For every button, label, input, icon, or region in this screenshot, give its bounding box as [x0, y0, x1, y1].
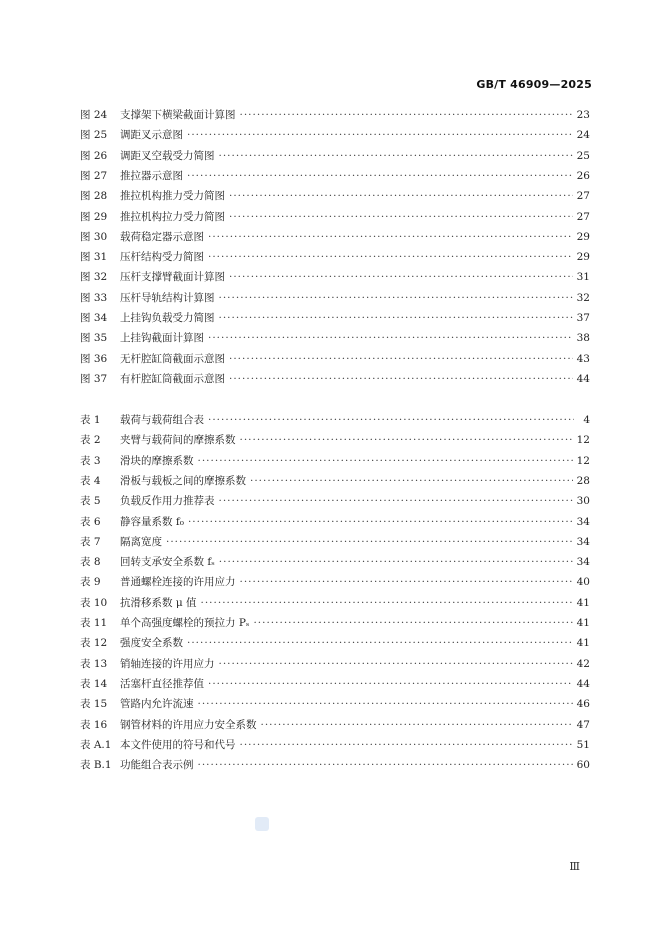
- figure-entry[interactable]: [80, 372, 590, 386]
- entry-label: 表 5: [80, 495, 101, 508]
- leader-dots: [219, 657, 573, 671]
- entry-page: 25: [576, 149, 590, 162]
- entry-page: 27: [576, 210, 590, 223]
- table-entry[interactable]: [80, 616, 590, 630]
- leader-dots: [219, 311, 573, 325]
- leader-dots: [229, 210, 573, 224]
- leader-dots: [229, 270, 573, 284]
- figure-entry[interactable]: [80, 352, 590, 366]
- standard-number-header: GB/T 46909—2025: [476, 78, 592, 91]
- entry-page: 41: [576, 637, 590, 650]
- leader-dots: [219, 291, 573, 305]
- figure-entry[interactable]: [80, 250, 590, 264]
- entry-title: 功能组合表示例: [120, 759, 194, 772]
- watermark-logo: [255, 817, 269, 831]
- leader-dots: [166, 535, 573, 549]
- entry-title: 载荷稳定器示意图: [120, 230, 204, 243]
- entry-page: 38: [576, 332, 590, 345]
- figure-entry[interactable]: [80, 230, 590, 244]
- entry-page: 41: [576, 596, 590, 609]
- entry-page: 31: [576, 271, 590, 284]
- entry-label: 图 35: [80, 332, 108, 345]
- figure-entry[interactable]: [80, 291, 590, 305]
- entry-title: 普通螺栓连接的许用应力: [120, 576, 236, 589]
- entry-label: 表 15: [80, 698, 108, 711]
- entry-label: 表 6: [80, 515, 101, 528]
- entry-page: 41: [576, 617, 590, 629]
- entry-page: 34: [576, 556, 590, 569]
- leader-dots: [219, 494, 573, 508]
- leader-dots: [198, 758, 573, 772]
- leader-dots: [201, 596, 573, 610]
- table-entry[interactable]: [80, 657, 590, 671]
- entry-label: 图 32: [80, 271, 108, 284]
- table-entry[interactable]: [80, 697, 590, 711]
- entry-title: 有杆腔缸筒截面示意图: [120, 372, 225, 385]
- entry-title: 隔离宽度: [120, 535, 162, 548]
- entry-page: 4: [583, 414, 590, 426]
- table-entry[interactable]: [80, 474, 590, 488]
- table-entry[interactable]: [80, 454, 590, 468]
- entry-page: 12: [576, 434, 590, 447]
- entry-label: 表 9: [80, 576, 101, 589]
- leader-dots: [229, 372, 573, 386]
- figure-entry[interactable]: [80, 169, 590, 183]
- table-entry[interactable]: [80, 494, 590, 508]
- figure-entry[interactable]: [80, 270, 590, 284]
- leader-dots: [187, 636, 573, 650]
- table-entry[interactable]: [80, 413, 590, 427]
- entry-page: 28: [576, 474, 590, 487]
- entry-page: 40: [576, 576, 590, 589]
- leader-dots: [208, 230, 573, 244]
- entry-title: 推拉机构推力受力简图: [120, 190, 225, 203]
- entry-title: 压杆导轨结构计算图: [120, 291, 215, 304]
- entry-page: 43: [576, 352, 590, 365]
- table-entry[interactable]: [80, 636, 590, 650]
- entry-label: 表 3: [80, 454, 101, 467]
- leader-dots: [198, 454, 573, 468]
- entry-label: 表 11: [80, 617, 108, 629]
- entry-page: 37: [576, 312, 590, 324]
- entry-title: 调距叉空载受力简图: [120, 149, 215, 162]
- figure-entry[interactable]: [80, 108, 590, 122]
- entry-label: 图 36: [80, 352, 108, 365]
- figure-entry[interactable]: [80, 311, 590, 325]
- entry-page: 60: [576, 759, 590, 772]
- entry-title: 销轴连接的许用应力: [120, 657, 215, 670]
- entry-title: 载荷与载荷组合表: [120, 414, 204, 426]
- leader-dots: [208, 413, 574, 427]
- entry-page: 24: [576, 129, 590, 142]
- entry-title: 单个高强度螺栓的预拉力 Pₛ: [120, 617, 250, 629]
- entry-title: 滑板与载板之间的摩擦系数: [120, 474, 246, 487]
- entry-title: 本文件使用的符号和代号: [120, 738, 236, 751]
- leader-dots: [219, 555, 573, 569]
- figure-entry[interactable]: [80, 128, 590, 142]
- leader-dots: [187, 169, 573, 183]
- entry-page: 34: [576, 535, 590, 548]
- leader-dots: [208, 677, 573, 691]
- entry-label: 表 8: [80, 556, 101, 569]
- entry-label: 表 7: [80, 535, 101, 548]
- figure-entry[interactable]: [80, 189, 590, 203]
- entry-label: 图 24: [80, 109, 108, 121]
- entry-label: 表 16: [80, 718, 108, 731]
- entry-label: 表 1: [80, 414, 101, 426]
- entry-page: 23: [576, 109, 590, 121]
- entry-label: 图 25: [80, 129, 108, 142]
- table-entry[interactable]: [80, 738, 590, 752]
- entry-label: 表 2: [80, 434, 101, 447]
- entry-label: 图 29: [80, 210, 108, 223]
- entry-title: 调距叉示意图: [120, 129, 183, 142]
- entry-label: 表 14: [80, 677, 108, 690]
- entry-page: 27: [576, 190, 590, 203]
- table-entry[interactable]: [80, 718, 590, 732]
- entry-title: 抗滑移系数 μ 值: [120, 596, 197, 609]
- leader-dots: [250, 474, 573, 488]
- entry-label: 表 13: [80, 657, 108, 670]
- entry-title: 压杆支撑臂截面计算图: [120, 271, 225, 284]
- entry-title: 夹臂与载荷间的摩擦系数: [120, 434, 236, 447]
- entry-label: 图 30: [80, 230, 108, 243]
- figure-entry[interactable]: [80, 210, 590, 224]
- entry-title: 钢管材料的许用应力安全系数: [120, 718, 257, 731]
- entry-label: 表 A.1: [80, 738, 112, 751]
- entry-title: 推拉机构拉力受力简图: [120, 210, 225, 223]
- entry-label: 图 27: [80, 169, 108, 182]
- entry-page: 26: [576, 169, 590, 182]
- table-entry[interactable]: [80, 677, 590, 691]
- leader-dots: [240, 575, 573, 589]
- leader-dots: [229, 189, 573, 203]
- entry-label: 图 31: [80, 251, 108, 264]
- entry-page: 29: [576, 230, 590, 243]
- entry-title: 推拉器示意图: [120, 169, 183, 182]
- entry-page: 32: [576, 291, 590, 304]
- entry-page: 44: [576, 372, 590, 385]
- entry-label: 表 4: [80, 474, 101, 487]
- entry-page: 51: [576, 738, 590, 751]
- table-entry[interactable]: [80, 535, 590, 549]
- leader-dots: [229, 352, 573, 366]
- entry-label: 表 B.1: [80, 759, 112, 772]
- entry-title: 上挂钩负载受力简图: [120, 312, 215, 324]
- leader-dots: [219, 149, 573, 163]
- entry-label: 图 37: [80, 372, 108, 385]
- entry-page: 12: [576, 454, 590, 467]
- leader-dots: [240, 433, 573, 447]
- leader-dots: [240, 738, 573, 752]
- entry-title: 管路内允许流速: [120, 698, 194, 711]
- leader-dots: [188, 515, 573, 529]
- entry-page: 30: [576, 495, 590, 508]
- entry-page: 46: [576, 698, 590, 711]
- leader-dots: [198, 697, 573, 711]
- leader-dots: [253, 616, 572, 630]
- table-entry[interactable]: [80, 596, 590, 610]
- entry-title: 压杆结构受力简图: [120, 251, 204, 264]
- entry-label: 表 10: [80, 596, 108, 609]
- entry-title: 回转支承安全系数 fₛ: [120, 556, 215, 569]
- page-number: Ⅲ: [569, 860, 580, 873]
- figure-entry[interactable]: [80, 149, 590, 163]
- table-entry[interactable]: [80, 433, 590, 447]
- entry-page: 34: [576, 515, 590, 528]
- entry-page: 47: [576, 718, 590, 731]
- entry-title: 滑块的摩擦系数: [120, 454, 194, 467]
- table-entry[interactable]: [80, 515, 590, 529]
- entry-label: 图 26: [80, 149, 108, 162]
- leader-dots: [261, 718, 573, 732]
- entry-page: 42: [576, 657, 590, 670]
- leader-dots: [208, 250, 573, 264]
- entry-label: 图 34: [80, 312, 108, 324]
- entry-title: 活塞杆直径推荐值: [120, 677, 204, 690]
- entry-label: 图 28: [80, 190, 108, 203]
- figure-entry[interactable]: [80, 331, 590, 345]
- entry-page: 29: [576, 251, 590, 264]
- table-entry[interactable]: [80, 555, 590, 569]
- entry-title: 上挂钩截面计算图: [120, 332, 204, 345]
- entry-label: 表 12: [80, 637, 108, 650]
- entry-page: 44: [576, 677, 590, 690]
- entry-title: 支撑架下横梁截面计算图: [120, 109, 236, 121]
- entry-title: 强度安全系数: [120, 637, 183, 650]
- leader-dots: [208, 331, 573, 345]
- table-entry[interactable]: [80, 758, 590, 772]
- entry-title: 静容量系数 f₀: [120, 515, 184, 528]
- leader-dots: [240, 108, 573, 122]
- entry-title: 无杆腔缸筒截面示意图: [120, 352, 225, 365]
- table-entry[interactable]: [80, 575, 590, 589]
- entry-title: 负载反作用力推荐表: [120, 495, 215, 508]
- entry-label: 图 33: [80, 291, 108, 304]
- leader-dots: [187, 128, 573, 142]
